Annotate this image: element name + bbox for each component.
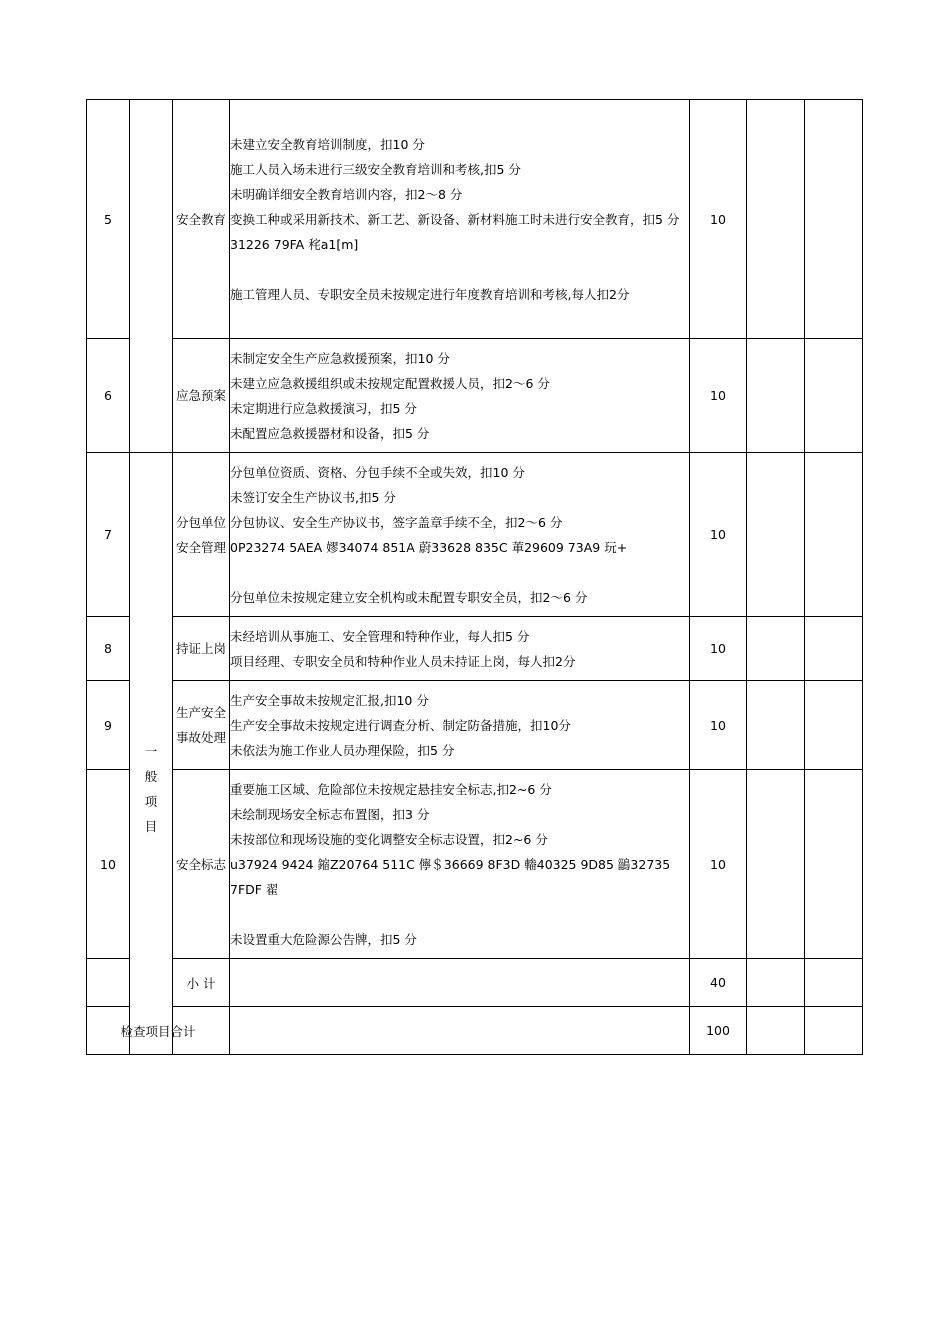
score-cell: 10	[690, 681, 747, 770]
item-name: 分包单位安全管理	[173, 453, 230, 617]
total-row	[87, 1007, 863, 1055]
row-number: 5	[87, 100, 130, 339]
table-row	[87, 453, 863, 617]
total-score: 100	[690, 1007, 747, 1055]
deduct-cell[interactable]	[747, 770, 805, 959]
deduction-criteria: 未建立安全教育培训制度，扣10 分 施工人员入场未进行三级安全教育培训和考核,扣5 分 未明确详细安全教育培训内容，扣2～8 分 变换工种或采用新技术、新工艺、新设备、新材料施工时未进行安全教育，扣5 分 31226 79FA 秺a1[m] 施工管理人员、专职安全员未按规定进行年度教育培训和考核,每人扣2分	[230, 100, 690, 339]
score-cell: 10	[690, 453, 747, 617]
actual-score-cell[interactable]	[805, 617, 863, 681]
deduct-cell[interactable]	[747, 339, 805, 453]
actual-score-cell[interactable]	[805, 339, 863, 453]
item-name: 生产安全事故处理	[173, 681, 230, 770]
deduct-cell[interactable]	[747, 100, 805, 339]
deduction-criteria: 分包单位资质、资格、分包手续不全或失效，扣10 分 未签订安全生产协议书,扣5 分 分包协议、安全生产协议书，签字盖章手续不全，扣2～6 分 0P23274 5AEA 嫪34074 851A 蔚33628 835C 莗29609 73A9 玩+ 分包单位未按规定建立安全机构或未配置专职安全员，扣2～6 分	[230, 453, 690, 617]
group-label: 一般项目	[130, 453, 173, 1055]
total-criteria-cell	[230, 1007, 690, 1055]
subtotal-number-cell	[87, 959, 130, 1007]
item-name: 应急预案	[173, 339, 230, 453]
deduction-criteria: 未制定安全生产应急救援预案，扣10 分 未建立应急救援组织或未按规定配置救援人员，扣2～6 分 未定期进行应急救援演习，扣5 分 未配置应急救援器材和设备，扣5 分	[230, 339, 690, 453]
group-cell-upper	[130, 100, 173, 453]
inspection-table	[86, 99, 863, 1055]
actual-score-cell[interactable]	[805, 453, 863, 617]
item-name: 安全教育	[173, 100, 230, 339]
row-number: 7	[87, 453, 130, 617]
score-cell: 10	[690, 100, 747, 339]
table-row	[87, 770, 863, 959]
item-name: 持证上岗	[173, 617, 230, 681]
subtotal-label: 小 计	[173, 959, 230, 1007]
subtotal-score: 40	[690, 959, 747, 1007]
table-row	[87, 617, 863, 681]
subtotal-actual-cell[interactable]	[805, 959, 863, 1007]
deduction-criteria: 生产安全事故未按规定汇报,扣10 分 生产安全事故未按规定进行调查分析、制定防备措施，扣10分 未依法为施工作业人员办理保险，扣5 分	[230, 681, 690, 770]
total-label: 检查项目合计	[87, 1007, 230, 1055]
deduction-criteria: 未经培训从事施工、安全管理和特种作业，每人扣5 分 项目经理、专职安全员和特种作业人员未持证上岗，每人扣2分	[230, 617, 690, 681]
subtotal-deduct-cell[interactable]	[747, 959, 805, 1007]
score-cell: 10	[690, 770, 747, 959]
row-number: 10	[87, 770, 130, 959]
score-cell: 10	[690, 339, 747, 453]
score-cell: 10	[690, 617, 747, 681]
deduct-cell[interactable]	[747, 681, 805, 770]
deduct-cell[interactable]	[747, 617, 805, 681]
deduction-criteria: 重要施工区域、危险部位未按规定悬挂安全标志,扣2~6 分 未绘制现场安全标志布置图，扣3 分 未按部位和现场设施的变化调整安全标志设置，扣2~6 分 u37924 9424 鏥Z20764 511C 儜＄36669 8F3D 輽40325 9D85 鶅32735 7FDF 翟 未设置重大危险源公告牌，扣5 分	[230, 770, 690, 959]
total-actual-cell[interactable]	[805, 1007, 863, 1055]
table-row	[87, 100, 863, 339]
row-number: 6	[87, 339, 130, 453]
row-number: 8	[87, 617, 130, 681]
item-name: 安全标志	[173, 770, 230, 959]
subtotal-criteria-cell	[230, 959, 690, 1007]
table-row	[87, 681, 863, 770]
actual-score-cell[interactable]	[805, 681, 863, 770]
actual-score-cell[interactable]	[805, 770, 863, 959]
table-row	[87, 339, 863, 453]
actual-score-cell[interactable]	[805, 100, 863, 339]
deduct-cell[interactable]	[747, 453, 805, 617]
total-deduct-cell[interactable]	[747, 1007, 805, 1055]
subtotal-row	[87, 959, 863, 1007]
row-number: 9	[87, 681, 130, 770]
